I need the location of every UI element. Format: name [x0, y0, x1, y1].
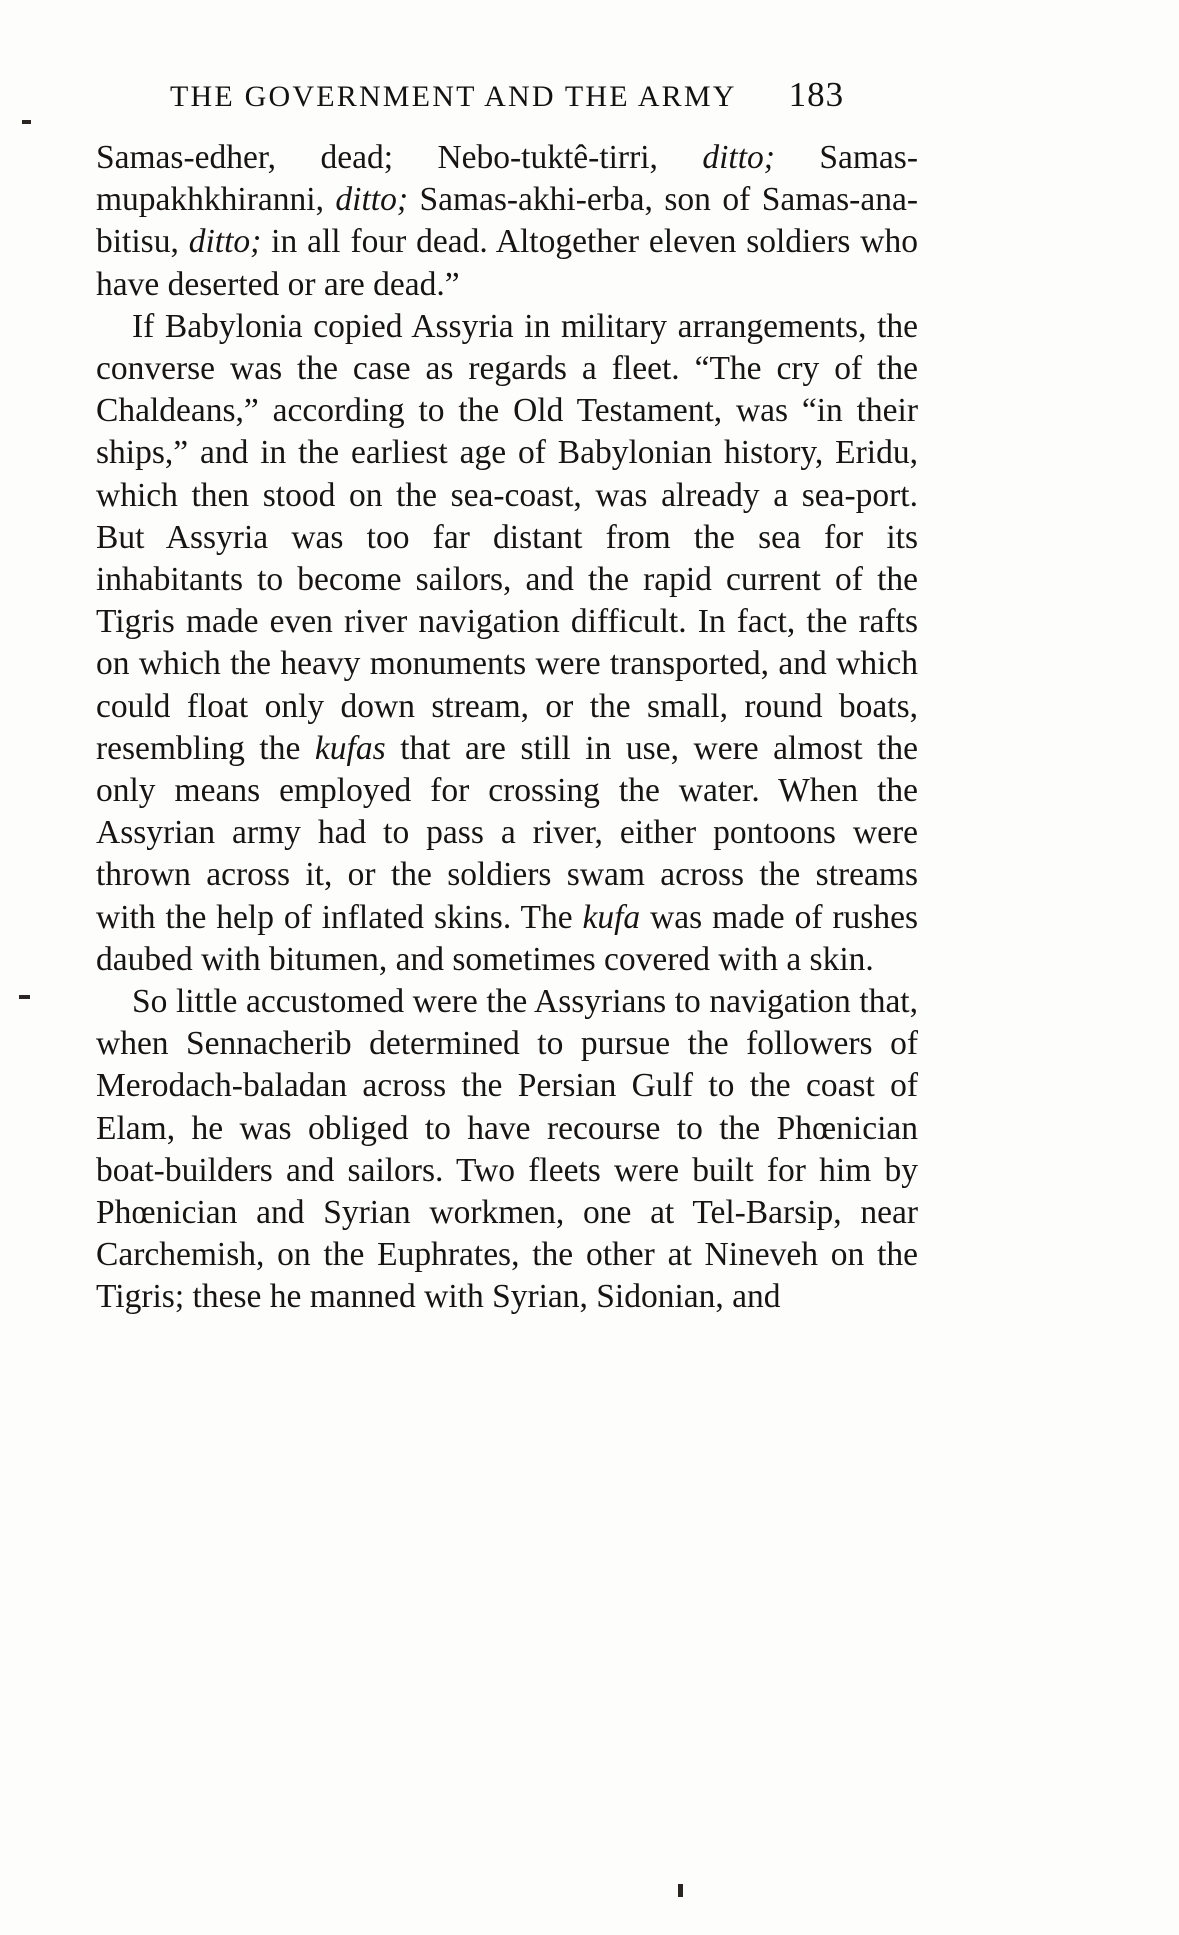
- page-number: 183: [788, 75, 845, 114]
- paragraph: Samas-edher, dead; Nebo-tuktê-tirri, ditto; Samas-mupakhkhiranni, ditto; Samas-akhi-erba, son of Samas-ana-bitisu, ditto; in all four dead. Altogether eleven soldiers who have deserted or are dead.”: [96, 139, 918, 303]
- running-head: THE GOVERNMENT AND THE ARMY: [170, 80, 737, 113]
- paragraph: If Babylonia copied Assyria in military arrangements, the converse was the case as regards a fleet. “The cry of the Chaldeans,” according to the Old Testament, was “in their ships,” and in the earliest age of Babylonian history, Eridu, which then stood on the sea-coast, was already a sea-port. But Assyria was too far distant from the sea for its inhabitants to become sailors, and the rapid current of the Tigris made even river navigation difficult. In fact, the rafts on which the heavy monuments were transported, and which could float only down stream, or the small, round boats, resembling the kufas that are still in use, were almost the only means employed for crossing the water. When the Assyrian army had to pass a river, either pontoons were thrown across it, or the soldiers swam across the streams with the help of inflated skins. The kufa was made of rushes daubed with bitumen, and sometimes covered with a skin.: [96, 307, 919, 978]
- paragraph: So little accustomed were the Assyrians to navigation that, when Sennacherib determined to pursue the followers of Merodach-baladan across the Persian Gulf to the coast of Elam, he was obliged to have recourse to the Phœnician boat-builders and sailors. Two fleets were built for him by Phœnician and Syrian workmen, one at Tel-Barsip, near Carchemish, on the Euphrates, the other at Nineveh on the Tigris; these he manned with Syrian, Sidonian, and: [96, 983, 918, 1316]
- margin-tick-mark-middle: [19, 995, 30, 999]
- margin-tick-mark-bottom: [678, 1884, 683, 1897]
- page-header: [170, 75, 1010, 115]
- page-body: [96, 137, 918, 1319]
- margin-tick-mark-top: [22, 120, 31, 124]
